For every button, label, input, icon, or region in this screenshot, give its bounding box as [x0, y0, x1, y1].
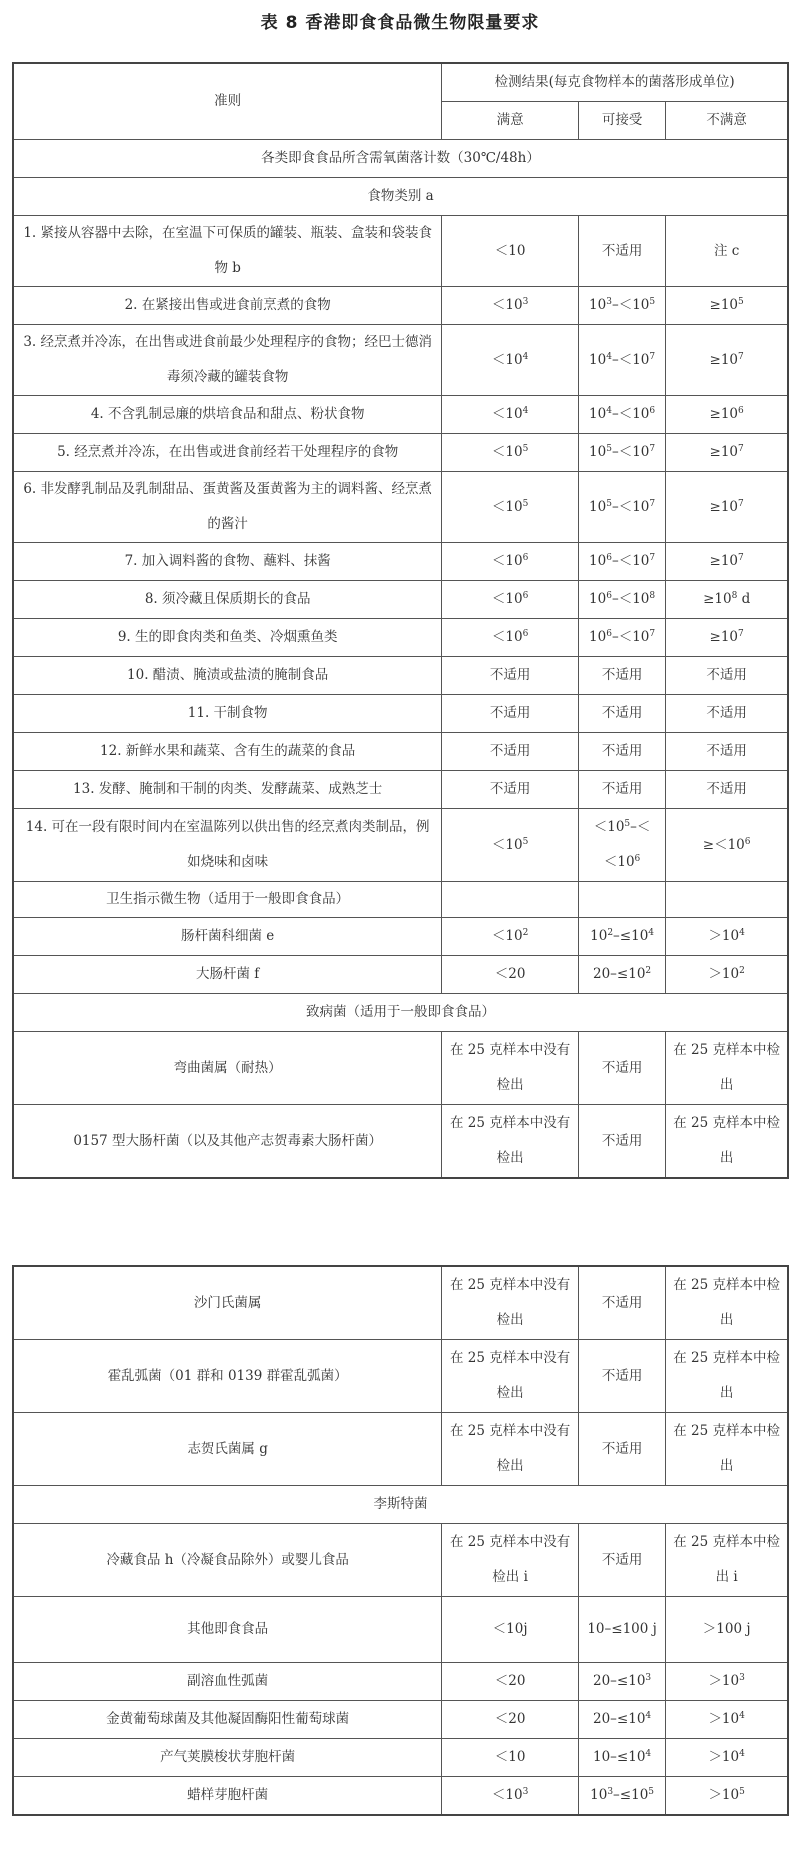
table-row — [13, 918, 788, 956]
table-row — [13, 809, 788, 882]
value-exponent: 6 — [738, 406, 744, 416]
table-row — [13, 1739, 788, 1777]
unsatisfactory-cell: 注 c — [666, 216, 788, 287]
unsatisfactory-cell — [666, 1777, 788, 1816]
satisfactory-cell: ＜20 — [442, 1663, 579, 1701]
section-row — [13, 1486, 788, 1524]
unsatisfactory-cell — [666, 882, 788, 918]
criteria-cell: 志贺氏菌属 g — [13, 1413, 442, 1486]
satisfactory-cell — [442, 619, 579, 657]
header-acceptable: 可接受 — [578, 102, 665, 140]
value-exponent: 4 — [522, 351, 529, 362]
satisfactory-cell: 在 25 克样本中没有检出 i — [442, 1524, 579, 1597]
value-text: –＜10 — [611, 297, 650, 313]
satisfactory-cell — [442, 581, 579, 619]
criteria-cell: 霍乱弧菌（01 群和 0139 群霍乱弧菌） — [13, 1340, 442, 1413]
value-text: –＜10 — [611, 553, 650, 569]
value-text: 10 — [590, 1787, 608, 1803]
table-row — [13, 771, 788, 809]
table-row — [13, 1663, 788, 1701]
acceptable-cell: 不适用 — [578, 1524, 665, 1597]
header-results: 检测结果(每克食物样本的菌落形成单位) — [442, 63, 788, 102]
criteria-cell: 1. 紧接从容器中去除，在室温下可保质的罐装、瓶装、盒装和袋装食物 b — [13, 216, 442, 287]
section-label: 食物类别 a — [13, 178, 788, 216]
table-row — [13, 619, 788, 657]
value-text: 20–≤10 — [593, 1711, 646, 1727]
unsatisfactory-cell: ＞100 j — [666, 1597, 788, 1663]
criteria-cell: 弯曲菌属（耐热） — [13, 1032, 442, 1105]
criteria-cell: 沙门氏菌属 — [13, 1266, 442, 1340]
acceptable-cell: 不适用 — [578, 1105, 665, 1179]
value-exponent: 7 — [738, 553, 744, 563]
unsatisfactory-cell: 在 25 克样本中检出 — [666, 1266, 788, 1340]
unsatisfactory-cell — [666, 809, 788, 882]
value-text: ＜10 — [491, 498, 523, 515]
value-exponent: 7 — [649, 444, 656, 454]
value-text: ＜10 — [491, 836, 523, 853]
satisfactory-cell: ＜10 — [442, 1739, 579, 1777]
value-text: 10 — [589, 406, 607, 422]
value-exponent: 5 — [649, 297, 656, 307]
value-text: ＞10 — [708, 966, 740, 982]
table-row — [13, 882, 788, 918]
table-row — [13, 1597, 788, 1663]
acceptable-cell — [578, 396, 665, 434]
satisfactory-cell: ＜10 — [442, 216, 579, 287]
value-text: 10 — [589, 444, 607, 460]
value-exponent: 8 — [731, 591, 738, 601]
value-text: ＜10 — [491, 1787, 523, 1803]
unsatisfactory-cell — [666, 434, 788, 472]
value-text: –＜10 — [611, 406, 650, 422]
value-exponent: 6 — [522, 553, 529, 563]
value-exponent: 5 — [648, 1787, 655, 1797]
criteria-cell: 卫生指示微生物（适用于一般即食食品） — [13, 882, 442, 918]
value-exponent: 7 — [649, 498, 656, 509]
acceptable-cell — [578, 1663, 665, 1701]
table-row — [13, 325, 788, 396]
page-title: 表 8 香港即食食品微生物限量要求 — [260, 13, 540, 33]
value-exponent: 4 — [739, 928, 745, 938]
criteria-cell: 0157 型大肠杆菌（以及其他产志贺毒素大肠杆菌） — [13, 1105, 442, 1179]
satisfactory-cell — [442, 809, 579, 882]
unsatisfactory-cell — [666, 1701, 788, 1739]
table-row — [13, 695, 788, 733]
value-exponent: 6 — [634, 854, 641, 864]
value-text: ≥10 — [709, 553, 739, 569]
criteria-cell: 副溶血性弧菌 — [13, 1663, 442, 1701]
value-text: ＜10 — [491, 629, 523, 645]
acceptable-cell: 不适用 — [578, 216, 665, 287]
value-text: ＜10 — [491, 591, 523, 607]
criteria-cell: 产气荚膜梭状芽胞杆菌 — [13, 1739, 442, 1777]
value-text: 10 — [589, 553, 607, 569]
satisfactory-cell: 不适用 — [442, 733, 579, 771]
header-satisfactory: 满意 — [442, 102, 579, 140]
value-exponent: 4 — [739, 1749, 745, 1759]
acceptable-cell — [578, 325, 665, 396]
acceptable-cell — [578, 956, 665, 994]
value-text: –＜10 — [611, 444, 650, 460]
acceptable-cell: 不适用 — [578, 771, 665, 809]
value-exponent: 2 — [739, 966, 745, 976]
table-row — [13, 956, 788, 994]
criteria-cell: 13. 发酵、腌制和干制的肉类、发酵蔬菜、成熟芝士 — [13, 771, 442, 809]
acceptable-cell — [578, 809, 665, 882]
criteria-cell: 蜡样芽胞杆菌 — [13, 1777, 442, 1816]
acceptable-cell — [578, 472, 665, 543]
value-exponent: 8 — [649, 591, 656, 601]
value-text: ≥10 — [709, 629, 739, 645]
value-exponent: 3 — [522, 297, 529, 307]
section-row — [13, 140, 788, 178]
value-exponent: 4 — [739, 1711, 745, 1721]
value-text: –≤10 — [613, 1787, 649, 1803]
value-exponent: 4 — [606, 406, 612, 416]
value-exponent: 6 — [649, 406, 656, 416]
value-exponent: 7 — [738, 498, 744, 509]
unsatisfactory-cell — [666, 543, 788, 581]
satisfactory-cell — [442, 287, 579, 325]
satisfactory-cell: ＜20 — [442, 1701, 579, 1739]
satisfactory-cell: 不适用 — [442, 771, 579, 809]
table-row — [13, 472, 788, 543]
unsatisfactory-cell: 不适用 — [666, 771, 788, 809]
value-text: 10 — [589, 498, 607, 515]
value-exponent: 5 — [738, 297, 744, 307]
value-text: ＜10 — [491, 444, 523, 460]
unsatisfactory-cell: 不适用 — [666, 695, 788, 733]
unsatisfactory-cell: 不适用 — [666, 657, 788, 695]
unsatisfactory-cell — [666, 396, 788, 434]
criteria-cell: 肠杆菌科细菌 e — [13, 918, 442, 956]
table-row — [13, 1777, 788, 1816]
acceptable-cell: 不适用 — [578, 695, 665, 733]
acceptable-cell — [578, 882, 665, 918]
table-row — [13, 733, 788, 771]
value-text: ＞10 — [708, 1787, 740, 1803]
unsatisfactory-cell — [666, 619, 788, 657]
criteria-cell: 冷藏食品 h（冷凝食品除外）或婴儿食品 — [13, 1524, 442, 1597]
value-text: ≥10 — [709, 498, 739, 515]
unsatisfactory-cell: 在 25 克样本中检出 i — [666, 1524, 788, 1597]
section-label: 各类即食食品所含需氧菌落计数（30℃/48h） — [13, 140, 788, 178]
acceptable-cell: 10–≤100 j — [578, 1597, 665, 1663]
value-exponent: 4 — [645, 1711, 652, 1721]
value-exponent: 7 — [738, 629, 744, 639]
value-exponent: 2 — [607, 928, 614, 938]
criteria-cell: 8. 须冷藏且保质期长的食品 — [13, 581, 442, 619]
table-row — [13, 396, 788, 434]
microbial-limits-table-part1 — [12, 62, 789, 1179]
acceptable-cell — [578, 434, 665, 472]
acceptable-cell: 不适用 — [578, 733, 665, 771]
value-text: ＞10 — [708, 928, 740, 944]
criteria-cell: 2. 在紧接出售或进食前烹煮的食物 — [13, 287, 442, 325]
value-exponent: 7 — [649, 351, 656, 362]
criteria-cell: 11. 干制食物 — [13, 695, 442, 733]
satisfactory-cell — [442, 396, 579, 434]
value-exponent: 5 — [606, 498, 612, 509]
unsatisfactory-cell: 在 25 克样本中检出 — [666, 1413, 788, 1486]
header-criteria: 准则 — [13, 63, 442, 140]
criteria-cell: 3. 经烹煮并冷冻，在出售或进食前最少处理程序的食物；经巴士德消毒须冷藏的罐装食物 — [13, 325, 442, 396]
value-text: 20–≤10 — [593, 1673, 646, 1689]
satisfactory-cell: 不适用 — [442, 657, 579, 695]
acceptable-cell — [578, 287, 665, 325]
value-text: –＜10 — [611, 498, 650, 515]
section-label: 致病菌（适用于一般即食食品） — [13, 994, 788, 1032]
value-exponent: 5 — [522, 498, 529, 509]
value-exponent: 4 — [522, 406, 529, 416]
unsatisfactory-cell: 不适用 — [666, 733, 788, 771]
value-exponent: 6 — [522, 591, 529, 601]
criteria-cell: 5. 经烹煮并冷冻，在出售或进食前经若干处理程序的食物 — [13, 434, 442, 472]
table-row — [13, 543, 788, 581]
value-text: ≥10 — [709, 351, 739, 368]
acceptable-cell — [578, 918, 665, 956]
value-text: ≥10 — [703, 591, 732, 607]
value-exponent: 2 — [645, 966, 652, 976]
table-row — [13, 216, 788, 287]
satisfactory-cell: 在 25 克样本中没有检出 — [442, 1340, 579, 1413]
criteria-cell: 7. 加入调料酱的食物、蘸料、抹酱 — [13, 543, 442, 581]
criteria-cell: 4. 不含乳制忌廉的烘培食品和甜点、粉状食物 — [13, 396, 442, 434]
acceptable-cell — [578, 1701, 665, 1739]
unsatisfactory-cell — [666, 287, 788, 325]
table-row — [13, 287, 788, 325]
acceptable-cell: 不适用 — [578, 1340, 665, 1413]
table-row — [13, 1105, 788, 1179]
table-row — [13, 657, 788, 695]
value-exponent: 5 — [522, 836, 529, 847]
acceptable-cell: 不适用 — [578, 1413, 665, 1486]
microbial-limits-table-part2 — [12, 1265, 789, 1816]
criteria-cell: 14. 可在一段有限时间内在室温陈列以供出售的经烹煮肉类制品，例如烧味和卤味 — [13, 809, 442, 882]
value-exponent: 5 — [624, 819, 631, 829]
criteria-cell: 6. 非发酵乳制品及乳制甜品、蛋黄酱及蛋黄酱为主的调料酱、经烹煮的酱汁 — [13, 472, 442, 543]
value-text: ≥10 — [709, 297, 739, 313]
satisfactory-cell: 不适用 — [442, 695, 579, 733]
unsatisfactory-cell: 在 25 克样本中检出 — [666, 1032, 788, 1105]
satisfactory-cell — [442, 434, 579, 472]
unsatisfactory-cell — [666, 918, 788, 956]
value-exponent: 2 — [522, 928, 529, 938]
value-exponent: 7 — [738, 351, 744, 362]
table-row — [13, 434, 788, 472]
value-exponent: 3 — [739, 1673, 745, 1683]
unsatisfactory-cell — [666, 1663, 788, 1701]
satisfactory-cell: 在 25 克样本中没有检出 — [442, 1266, 579, 1340]
acceptable-cell — [578, 1777, 665, 1816]
table-row — [13, 1701, 788, 1739]
value-text: ＜10 — [491, 553, 523, 569]
value-text: –＜ — [630, 819, 651, 835]
table-row — [13, 1524, 788, 1597]
acceptable-cell: 不适用 — [578, 1032, 665, 1105]
criteria-cell: 10. 醋渍、腌渍或盐渍的腌制食品 — [13, 657, 442, 695]
section-row — [13, 994, 788, 1032]
value-text: 10–≤10 — [593, 1749, 646, 1765]
acceptable-cell — [578, 543, 665, 581]
value-text: –＜10 — [611, 591, 650, 607]
unsatisfactory-cell — [666, 325, 788, 396]
value-text: ＜10 — [593, 819, 625, 835]
value-text: –＜10 — [611, 629, 650, 645]
satisfactory-cell — [442, 472, 579, 543]
value-text: 10 — [589, 591, 607, 607]
table-row — [13, 1340, 788, 1413]
value-text: 10 — [589, 629, 607, 645]
value-text: ＞10 — [708, 1749, 740, 1765]
section-row — [13, 178, 788, 216]
value-exponent: 6 — [744, 836, 751, 847]
value-text: 10 — [590, 928, 608, 944]
value-exponent: 6 — [522, 629, 529, 639]
criteria-cell: 金黄葡萄球菌及其他凝固酶阳性葡萄球菌 — [13, 1701, 442, 1739]
value-text: 20–≤10 — [593, 966, 646, 982]
value-exponent: 4 — [648, 928, 655, 938]
value-exponent: 5 — [522, 444, 529, 454]
value-text: ≥10 — [709, 406, 739, 422]
value-exponent: 4 — [606, 351, 612, 362]
value-text: ＞10 — [708, 1673, 740, 1689]
value-text: d — [737, 591, 751, 607]
value-exponent: 7 — [738, 444, 744, 454]
value-exponent: 6 — [606, 553, 612, 563]
value-exponent: 3 — [645, 1673, 652, 1683]
satisfactory-cell — [442, 1777, 579, 1816]
table-row — [13, 581, 788, 619]
value-text: ≥10 — [709, 444, 739, 460]
unsatisfactory-cell: 在 25 克样本中检出 — [666, 1105, 788, 1179]
value-exponent: 7 — [649, 629, 656, 639]
value-text: ＜10 — [491, 351, 523, 368]
acceptable-cell: 不适用 — [578, 657, 665, 695]
unsatisfactory-cell — [666, 1739, 788, 1777]
unsatisfactory-cell — [666, 956, 788, 994]
criteria-cell: 9. 生的即食肉类和鱼类、冷烟熏鱼类 — [13, 619, 442, 657]
acceptable-cell — [578, 619, 665, 657]
value-text: ＜10 — [603, 854, 635, 870]
acceptable-cell — [578, 581, 665, 619]
value-text: ＜10 — [491, 297, 523, 313]
value-text: 10 — [589, 351, 607, 368]
value-text: ＜10 — [491, 406, 523, 422]
value-exponent: 4 — [645, 1749, 652, 1759]
acceptable-cell — [578, 1739, 665, 1777]
unsatisfactory-cell — [666, 472, 788, 543]
value-exponent: 6 — [606, 629, 612, 639]
value-text: –≤10 — [613, 928, 649, 944]
table-row — [13, 1032, 788, 1105]
value-text: 10 — [589, 297, 607, 313]
value-exponent: 3 — [522, 1787, 529, 1797]
header-row-top — [13, 63, 788, 102]
value-exponent: 6 — [606, 591, 612, 601]
criteria-cell: 12. 新鲜水果和蔬菜、含有生的蔬菜的食品 — [13, 733, 442, 771]
unsatisfactory-cell — [666, 581, 788, 619]
satisfactory-cell — [442, 325, 579, 396]
value-exponent: 7 — [649, 553, 656, 563]
satisfactory-cell: 在 25 克样本中没有检出 — [442, 1105, 579, 1179]
satisfactory-cell: ＜10j — [442, 1597, 579, 1663]
criteria-cell: 大肠杆菌 f — [13, 956, 442, 994]
value-text: ＜10 — [491, 928, 523, 944]
table-row — [13, 1266, 788, 1340]
criteria-cell: 其他即食食品 — [13, 1597, 442, 1663]
value-exponent: 3 — [607, 1787, 614, 1797]
value-text: ≥＜10 — [702, 836, 745, 853]
satisfactory-cell — [442, 543, 579, 581]
acceptable-cell: 不适用 — [578, 1266, 665, 1340]
table-row — [13, 1413, 788, 1486]
satisfactory-cell: 在 25 克样本中没有检出 — [442, 1032, 579, 1105]
value-exponent: 5 — [606, 444, 612, 454]
satisfactory-cell: 在 25 克样本中没有检出 — [442, 1413, 579, 1486]
value-text: –＜10 — [611, 351, 650, 368]
satisfactory-cell — [442, 918, 579, 956]
satisfactory-cell — [442, 882, 579, 918]
value-exponent: 5 — [739, 1787, 745, 1797]
value-exponent: 3 — [606, 297, 612, 307]
section-label: 李斯特菌 — [13, 1486, 788, 1524]
satisfactory-cell: ＜20 — [442, 956, 579, 994]
header-unsatisfactory: 不满意 — [666, 102, 788, 140]
unsatisfactory-cell: 在 25 克样本中检出 — [666, 1340, 788, 1413]
value-text: ＞10 — [708, 1711, 740, 1727]
